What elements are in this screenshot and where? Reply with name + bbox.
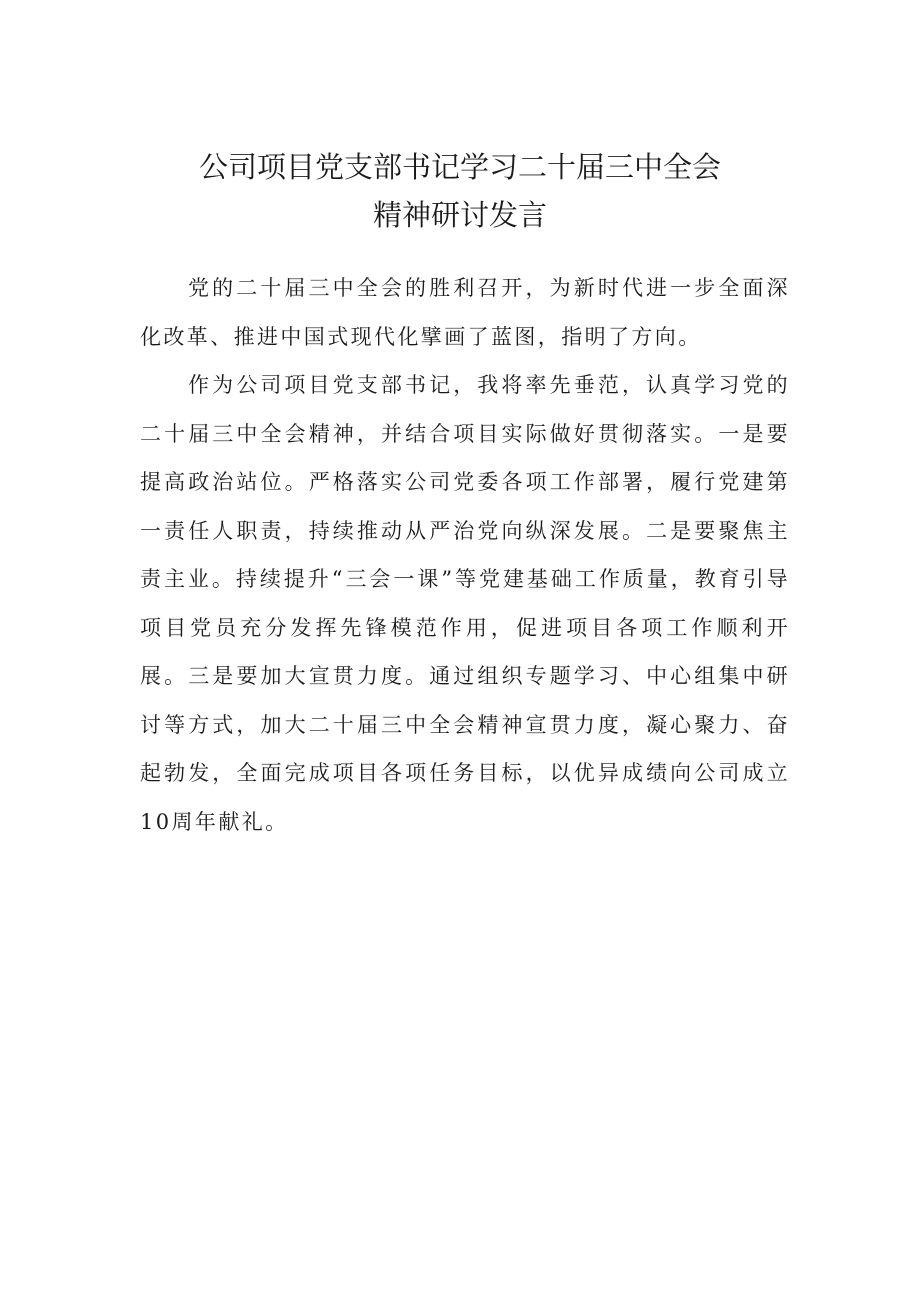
document-body [140, 264, 790, 846]
document-title-line-2: 精神研讨发言 [372, 198, 547, 232]
document-title-line-1: 公司项目党支部书记学习二十届三中全会 [198, 150, 721, 184]
paragraph-2: 作为公司项目党支部书记，我将率先垂范，认真学习党的二十届三中全会精神，并结合项目实际做好贯彻落实。一是要提高政治站位。严格落实公司党委各项工作部署，履行党建第一责任人职责，持续推动从严治党向纵深发展。二是要聚焦主责主业。持续提升“三会一课”等党建基础工作质量，教育引导项目党员充分发挥先锋模范作用，促进项目各项工作顺利开展。三是要加大宣贯力度。通过组织专题学习、中心组集中研讨等方式，加大二十届三中全会精神宣贯力度，凝心聚力、奋起勃发，全面完成项目各项任务目标，以优异成绩向公司成立10周年献礼。 [140, 373, 790, 834]
paragraph-1: 党的二十届三中全会的胜利召开，为新时代进一步全面深化改革、推进中国式现代化擘画了蓝图，指明了方向。 [140, 276, 790, 349]
